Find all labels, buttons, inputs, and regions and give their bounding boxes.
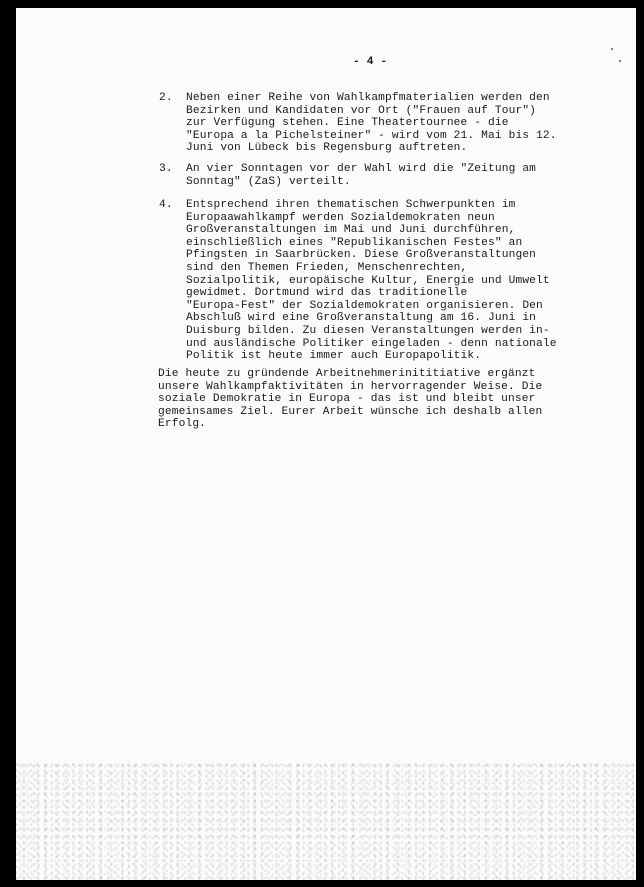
item-number: 2. [159,92,173,104]
text-line: "Europa-Fest" der Sozialdemokraten organisieren. Den [186,299,543,312]
text-line: gemeinsames Ziel. Eurer Arbeit wünsche ich deshalb allen [158,405,543,418]
text-line: Politik ist heute immer auch Europapolitik. [186,350,482,363]
item-body [186,199,557,363]
text-line: An vier Sonntagen vor der Wahl wird die "Zeitung am [186,163,537,175]
document-page [16,8,636,880]
text-line: Sozialpolitik, europäische Kultur, Energie und Umwelt [186,274,550,287]
item-number: 4. [159,199,173,211]
text-line: Pfingsten in Saarbrücken. Diese Großveranstaltungen [186,249,537,262]
text-line: einschließlich eines "Republikanischen Festes" an [186,236,523,249]
text-line: Europaawahlkampf werden Sozialdemokraten neun [186,211,495,224]
closing-paragraph [158,368,542,431]
text-line: Neben einer Reihe von Wahlkampfmaterialien werden den [186,92,550,104]
text-line: gewidmet. Dortmund wird das traditionelle [186,287,468,300]
text-line: Die heute zu gründende Arbeitnehmerinititiative ergänzt [158,368,536,380]
text-line: Duisburg bilden. Zu diesen Veranstaltungen werden in- [186,324,550,337]
scan-speck [611,48,613,50]
text-line: soziale Demokratie in Europa - das ist und bleibt unser [158,393,536,406]
item-body [186,92,557,155]
text-line: Sonntag" (ZaS) verteilt. [186,175,351,188]
text-line: Bezirken und Kandidaten vor Ort ("Frauen auf Tour") [186,104,537,117]
page-number: - 4 - [353,56,388,68]
text-line: Abschluß wird eine Großveranstaltung am 16. Juni in [186,312,537,325]
text-line: Entsprechend ihren thematischen Schwerpunkten im [186,199,516,211]
text-line: und ausländische Politiker eingeladen - denn nationale [186,337,557,350]
scan-grain [16,760,636,880]
scan-speck [619,60,621,62]
text-line: unsere Wahlkampfaktivitäten in hervorragender Weise. Die [158,380,543,393]
text-line: sind den Themen Frieden, Menschenrechten, [186,261,468,274]
item-number: 3. [159,163,173,175]
text-line: "Europa a la Pichelsteiner" - wird vom 21. Mai bis 12. [186,129,557,142]
text-line: Erfolg. [158,418,207,431]
text-line: Juni von Lübeck bis Regensburg auftreten. [186,142,468,155]
text-line: Großveranstaltungen im Mai und Juni durchführen, [186,224,516,237]
item-body [186,163,536,188]
text-line: zur Verfügung stehen. Eine Theatertournee - die [186,117,509,130]
